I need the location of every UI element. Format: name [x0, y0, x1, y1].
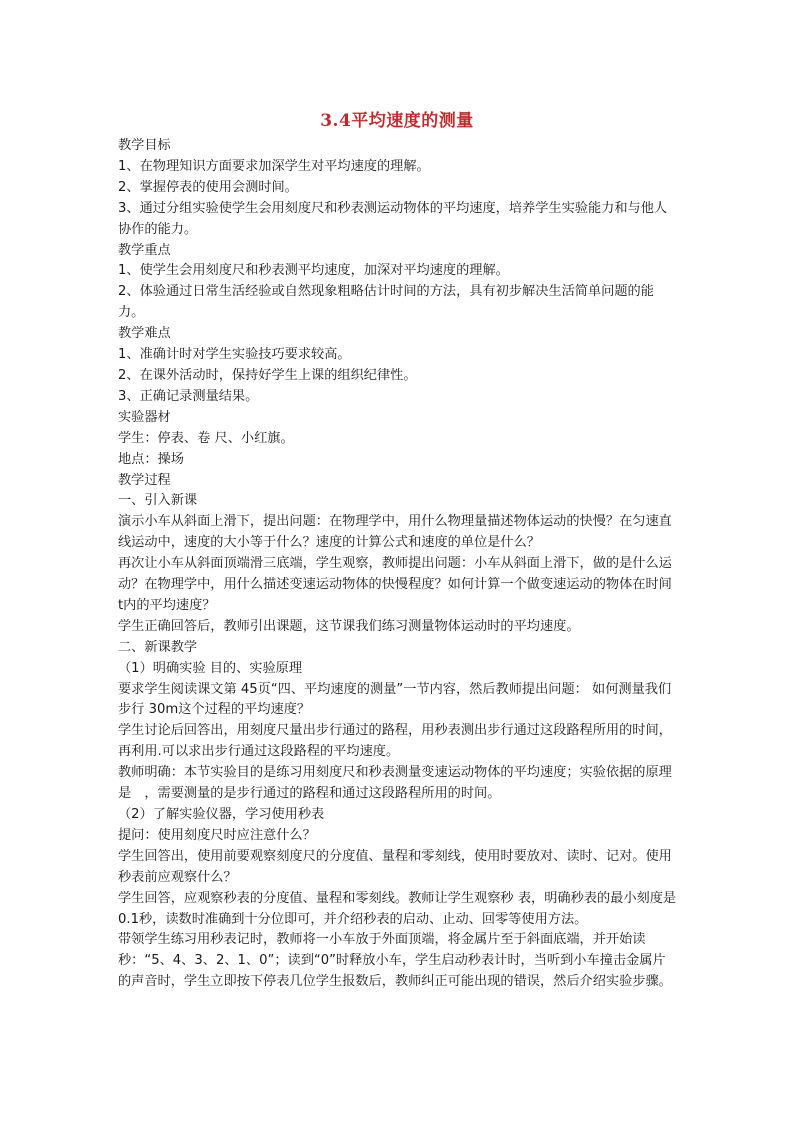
- body-paragraph: 学生正确回答后，教师引出课题，这节课我们练习测量物体运动时的平均速度。: [118, 618, 580, 634]
- difficulty-item: 3、正确记录测量结果。: [118, 388, 259, 404]
- document-body: [118, 136, 678, 993]
- goal-item: 2、掌握停表的使用会测时间。: [118, 179, 298, 195]
- body-paragraph: 学生回答出，使用前要观察刻度尺的分度值、量程和零刻线，使用时要放对、读时、记对。使用秒表前应观察什么？: [118, 848, 672, 885]
- body-paragraph: 带领学生练习用秒表记时，教师将一小车放于外面顶端，将金属片至于斜面底端，并开始读秒：“5、4、3、2、1、0”；读到“0”时释放小车，学生启动秒表计时，当听到小车撞击金属片的声音时，学生立即按下停表几位学生报数后，教师纠正可能出现的错误，然后介绍实验步骤。: [118, 932, 672, 990]
- heading-process: 教学过程: [118, 472, 171, 488]
- document-title: 3.4平均速度的测量: [320, 111, 474, 131]
- heading-key-points: 教学重点: [118, 242, 171, 258]
- goal-item: 1、在物理知识方面要求加深学生对平均速度的理解。: [118, 158, 430, 174]
- subsection-2: （2）了解实验仪器，学习使用秒表: [118, 807, 325, 822]
- goal-item: 3、通过分组实验使学生会用刻度尺和秒表测运动物体的平均速度，培养学生实验能力和与他人协作的能力。: [118, 200, 668, 237]
- heading-teaching-goals: 教学目标: [118, 138, 171, 153]
- body-paragraph: 学生讨论后回答出，用刻度尺量出步行通过的路程，用秒表测出步行通过这段路程所用的时间，再利用.可以求出步行通过这段路程的平均速度。: [118, 723, 672, 760]
- body-paragraph: 演示小车从斜面上滑下，提出问题：在物理学中，用什么物理量描述物体运动的快慢？在匀速直线运动中，速度的大小等于什么？速度的计算公式和速度的单位是什么？: [118, 514, 672, 551]
- equipment-students: 学生：停表、卷 尺、小红旗。: [118, 430, 294, 446]
- equipment-location: 地点：操场: [118, 451, 184, 467]
- key-point-item: 1、使学生会用刻度尺和秒表测平均速度，加深对平均速度的理解。: [118, 263, 509, 279]
- key-point-item: 2、体验通过日常生活经验或自然现象粗略估计时间的方法，具有初步解决生活简单问题的能力。: [118, 284, 654, 321]
- body-paragraph: 学生回答，应观察秒表的分度值、量程和零刻线。教师让学生观察秒 表，明确秒表的最小刻度是 0.1秒，读数时准确到十分位即可，并介绍秒表的启动、止动、回零等使用方法。: [118, 890, 677, 927]
- body-paragraph: 要求学生阅读课文第 45页“四、平均速度的测量”一节内容，然后教师提出问题： 如何测量我们步行 30m这个过程的平均速度？: [118, 681, 672, 718]
- body-paragraph: 提问：使用刻度尺时应注意什么？: [118, 827, 316, 843]
- difficulty-item: 2、在课外活动时，保持好学生上课的组织纪律性。: [118, 367, 417, 383]
- body-paragraph: 教师明确：本节实验目的是练习用刻度尺和秒表测量变速运动物体的平均速度；实验依据的原理是 ，需要测量的是步行通过的路程和通过这段路程所用的时间。: [118, 765, 672, 802]
- heading-equipment: 实验器材: [118, 409, 171, 425]
- section-intro: 一、引入新课: [118, 493, 198, 509]
- body-paragraph: 再次让小车从斜面顶端滑三底端，学生观察，教师提出问题：小车从斜面上滑下，做的是什么运动？在物理学中，用什么描述变速运动物体的快慢程度？如何计算一个做变速运动的物体在时间 t内的平均速度？: [118, 556, 672, 613]
- subsection-1: （1）明确实验 目的、实验原理: [118, 660, 303, 676]
- section-new-lesson: 二、新课教学: [118, 639, 198, 655]
- heading-difficulties: 教学难点: [118, 326, 171, 342]
- difficulty-item: 1、准确计时对学生实验技巧要求较高。: [118, 347, 351, 363]
